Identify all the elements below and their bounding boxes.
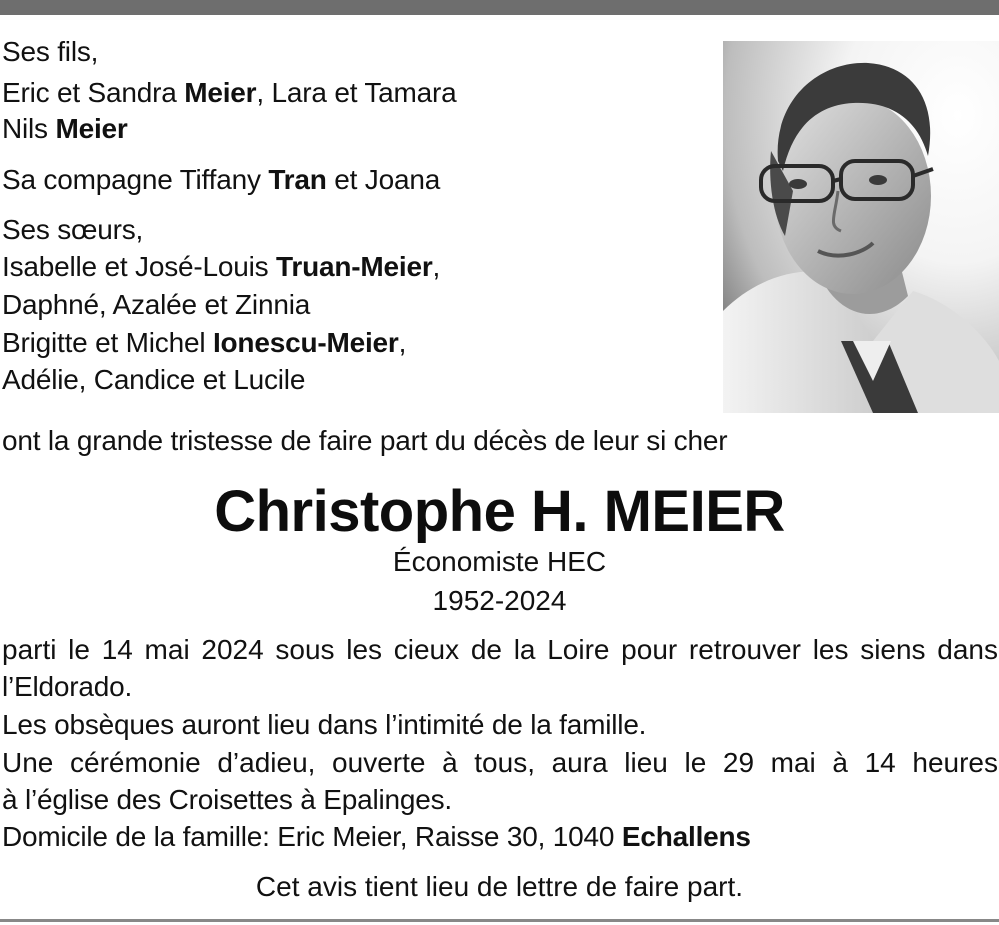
family-line: Nils Meier: [2, 113, 128, 144]
deceased-title: Économiste HEC: [392, 546, 607, 577]
family-line: Isabelle et José-Louis Truan-Meier,: [2, 251, 441, 282]
family-line: Eric et Sandra Meier, Lara et Tamara: [2, 77, 457, 108]
family-line: Daphné, Azalée et Zinnia: [2, 289, 311, 320]
family-line: Adélie, Candice et Lucile: [2, 364, 306, 395]
body-line: à l’église des Croisettes à Epalinges.: [2, 784, 452, 815]
top-rule: [0, 0, 999, 15]
announcement-text: ont la grande tristesse de faire part du décès de leur si cher: [2, 425, 728, 456]
family-line: Ses fils,: [2, 36, 99, 67]
portrait-photo: [723, 41, 999, 413]
family-line: Brigitte et Michel Ionescu-Meier,: [2, 327, 407, 358]
closing-note: Cet avis tient lieu de lettre de faire part.: [255, 871, 744, 902]
portrait-illustration: [723, 41, 999, 413]
bottom-rule: [0, 919, 999, 922]
body-line: parti le 14 mai 2024 sous les cieux de la Loire pour retrouver les siens dans: [2, 634, 998, 665]
deceased-name: Christophe H. MEIER: [214, 479, 785, 544]
body-line: l’Eldorado.: [2, 671, 133, 702]
body-line: Les obsèques auront lieu dans l’intimité de la famille.: [2, 709, 647, 740]
body-line: Une cérémonie d’adieu, ouverte à tous, aura lieu le 29 mai à 14 heures: [2, 747, 998, 778]
deceased-years: 1952-2024: [432, 585, 567, 616]
family-line: Sa compagne Tiffany Tran et Joana: [2, 164, 441, 195]
family-line: Ses sœurs,: [2, 214, 144, 245]
family-address: Domicile de la famille: Eric Meier, Raisse 30, 1040 Echallens: [2, 821, 751, 852]
